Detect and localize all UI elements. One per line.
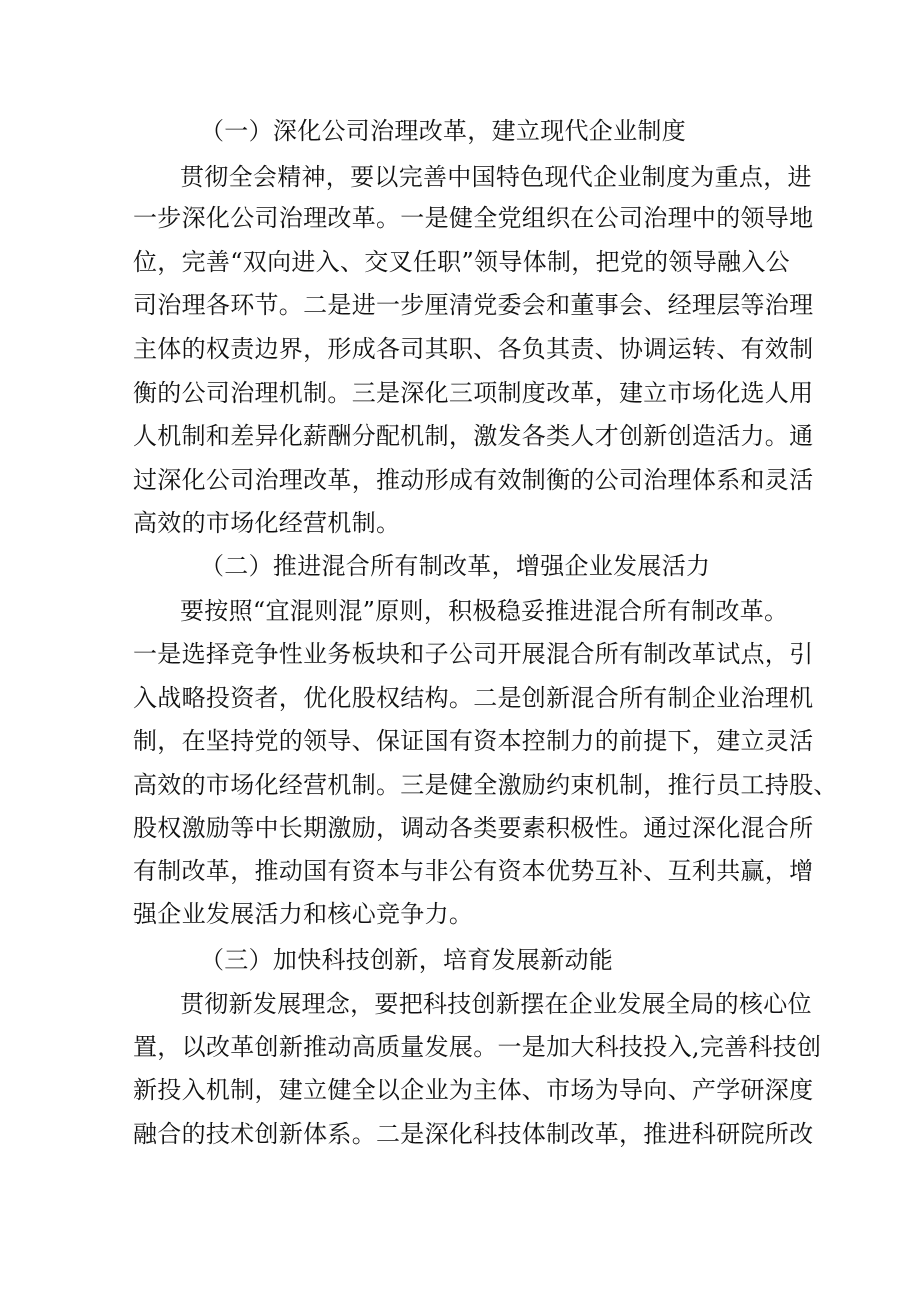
section-1-line: 人机制和差异化薪酬分配机制，激发各类人才创新创造活力。通 — [133, 422, 814, 450]
section-2-line: 一是选择竞争性业务板块和子公司开展混合所有制改革试点，引 — [133, 640, 814, 668]
section-2-line: 高效的市场化经营机制。三是健全激励约束机制，推行员工持股、 — [133, 771, 838, 799]
section-2-line: 有制改革，推动国有资本与非公有资本优势互补、互利共赢，增 — [133, 857, 814, 885]
section-2-line: 制，在坚持党的领导、保证国有资本控制力的前提下，建立灵活 — [133, 727, 814, 755]
section-3-line: 置，以改革创新推动高质量发展。一是加大科技投入,完善科技创 — [133, 1033, 822, 1061]
section-1-line: 位，完善“双向进入、交叉任职”领导体制，把党的领导融入公 — [133, 248, 790, 276]
section-1-line: 衡的公司治理机制。三是深化三项制度改革，建立市场化选人用 — [133, 379, 814, 407]
section-3-line: 融合的技术创新体系。二是深化科技体制改革，推进科研院所改 — [133, 1120, 814, 1148]
section-2-line: 入战略投资者，优化股权结构。二是创新混合所有制企业治理机 — [133, 684, 814, 712]
section-3-heading: （三）加快科技创新，培育发展新动能 — [200, 946, 614, 974]
section-1-line: 贯彻全会精神，要以完善中国特色现代企业制度为重点，进 — [180, 163, 812, 191]
section-2-heading: （二）推进混合所有制改革，增强企业发展活力 — [200, 552, 711, 580]
section-1-line: 高效的市场化经营机制。 — [133, 509, 401, 537]
section-1-line: 司治理各环节。二是进一步厘清党委会和董事会、经理层等治理 — [133, 291, 814, 319]
section-2-line: 强企业发展活力和核心竞争力。 — [133, 900, 474, 928]
section-2-line: 要按照“宜混则混”原则，积极稳妥推进混合所有制改革。 — [180, 597, 789, 625]
section-1-line: 过深化公司治理改革，推动形成有效制衡的公司治理体系和灵活 — [133, 466, 814, 494]
section-1-line: 一步深化公司治理改革。一是健全党组织在公司治理中的领导地 — [133, 204, 814, 232]
section-3-line: 贯彻新发展理念，要把科技创新摆在企业发展全局的核心位 — [180, 990, 812, 1018]
section-2-line: 股权激励等中长期激励，调动各类要素积极性。通过深化混合所 — [133, 814, 814, 842]
section-1-heading: （一）深化公司治理改革，建立现代企业制度 — [200, 117, 686, 145]
section-3-line: 新投入机制，建立健全以企业为主体、市场为导向、产学研深度 — [133, 1076, 814, 1104]
section-1-line: 主体的权责边界，形成各司其职、各负其责、协调运转、有效制 — [133, 335, 814, 363]
